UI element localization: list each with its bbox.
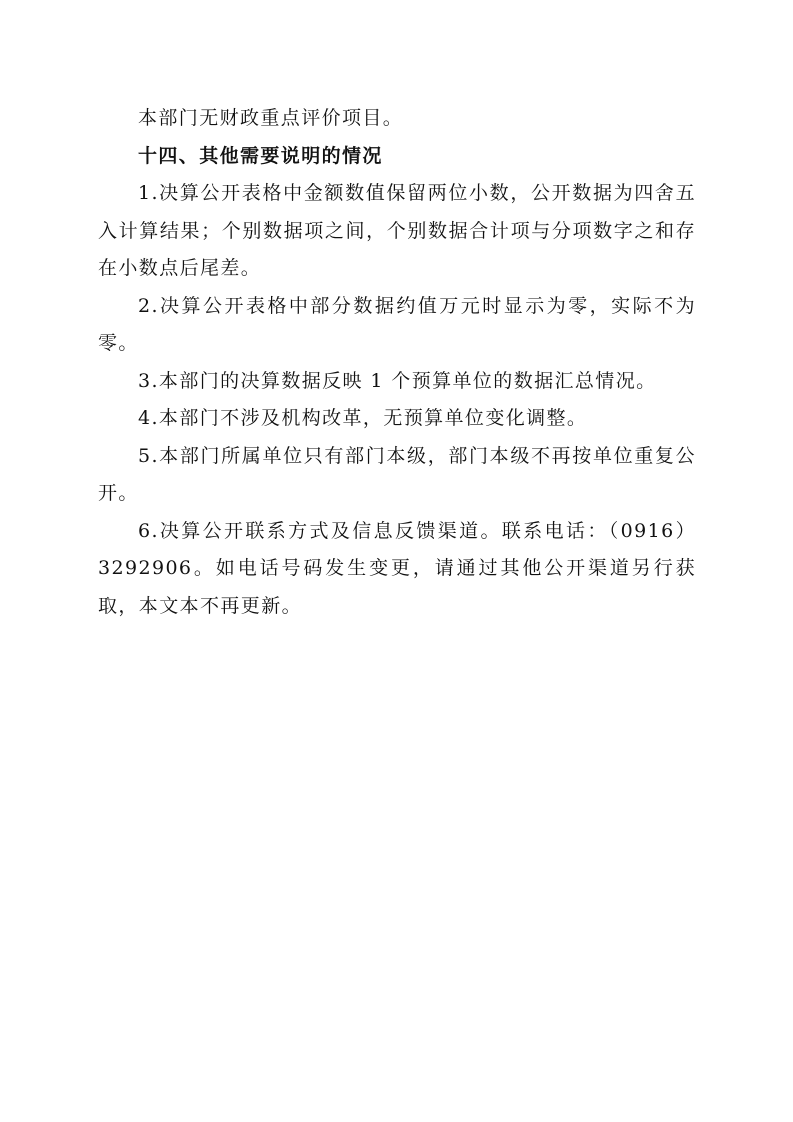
list-item: 5.本部门所属单位只有部门本级，部门本级不再按单位重复公开。 bbox=[98, 444, 696, 504]
list-item: 2.决算公开表格中部分数据约值万元时显示为零，实际不为零。 bbox=[98, 294, 696, 354]
list-item: 1.决算公开表格中金额数值保留两位小数，公开数据为四舍五入计算结果；个别数据项之间，个别数据合计项与分项数字之和存在小数点后尾差。 bbox=[98, 182, 696, 279]
document-body bbox=[98, 100, 696, 625]
intro-paragraph: 本部门无财政重点评价项目。 bbox=[138, 107, 404, 129]
section-heading: 十四、其他需要说明的情况 bbox=[138, 144, 383, 167]
list-item: 4.本部门不涉及机构改革，无预算单位变化调整。 bbox=[138, 407, 588, 429]
list-item: 3.本部门的决算数据反映 1 个预算单位的数据汇总情况。 bbox=[138, 369, 657, 392]
list-item: 6.决算公开联系方式及信息反馈渠道。联系电话：（0916）3292906。如电话号码发生变更，请通过其他公开渠道另行获取，本文本不再更新。 bbox=[98, 519, 696, 617]
